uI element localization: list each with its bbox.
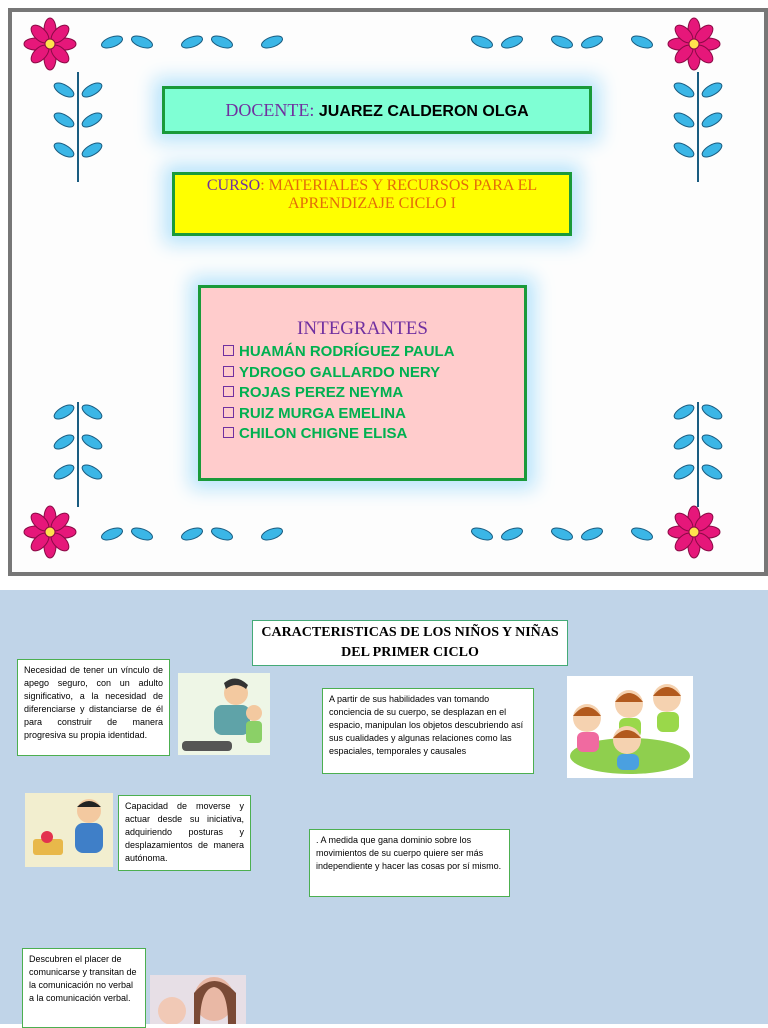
curso-box <box>172 172 572 236</box>
checkbox-bullet-icon <box>223 366 234 377</box>
curso-label: CURSO <box>206 177 261 194</box>
note-moverse: Capacidad de moverse y actuar desde su iniciativa, adquiriendo posturas y desplazamientos de manera autónoma. <box>118 795 251 871</box>
list-item: CHILON CHIGNE ELISA <box>223 424 524 445</box>
integrantes-box <box>198 285 527 481</box>
docente-name: JUAREZ CALDERON OLGA <box>318 103 529 120</box>
children-playing-illustration-icon <box>567 676 693 778</box>
docente-label: DOCENTE: <box>225 100 315 120</box>
checkbox-bullet-icon <box>223 345 234 356</box>
child-playing-illustration-icon <box>25 793 113 867</box>
note-conciencia: A partir de sus habilidades van tomando conciencia de su cuerpo, se desplazan en el espacio, manipulan los objetos descubriendo así sus cualidades y algunas relaciones como las espaciales, temporales y causales <box>322 688 534 774</box>
list-item: YDROGO GALLARDO NERY <box>223 363 524 384</box>
integrantes-title: INTEGRANTES <box>297 318 428 339</box>
mother-baby-photo-icon <box>150 975 246 1024</box>
list-item: RUIZ MURGA EMELINA <box>223 404 524 425</box>
checkbox-bullet-icon <box>223 407 234 418</box>
list-item: ROJAS PEREZ NEYMA <box>223 383 524 404</box>
note-comunicarse: Descubren el placer de comunicarse y transitan de la comunicación no verbal a la comunicación verbal. <box>22 948 146 1028</box>
checkbox-bullet-icon <box>223 427 234 438</box>
integrantes-list <box>223 342 524 445</box>
note-apego: Necesidad de tener un vínculo de apego seguro, con un adulto significativo, a la necesidad de diferenciarse y distanciarse de él para construir de manera progresiva su propia identidad. <box>17 659 170 756</box>
checkbox-bullet-icon <box>223 386 234 397</box>
list-item: HUAMÁN RODRÍGUEZ PAULA <box>223 342 524 363</box>
docente-box <box>162 86 592 134</box>
mother-child-illustration-icon <box>178 673 270 755</box>
slide2-title: CARACTERISTICAS DE LOS NIÑOS Y NIÑAS DEL PRIMER CICLO <box>252 620 568 666</box>
curso-text: : MATERIALES Y RECURSOS PARA EL APRENDIZAJE CICLO I <box>260 177 538 212</box>
note-independiente: . A medida que gana dominio sobre los movimientos de su cuerpo quiere ser más independiente y hacer las cosas por sí mismo. <box>309 829 510 897</box>
